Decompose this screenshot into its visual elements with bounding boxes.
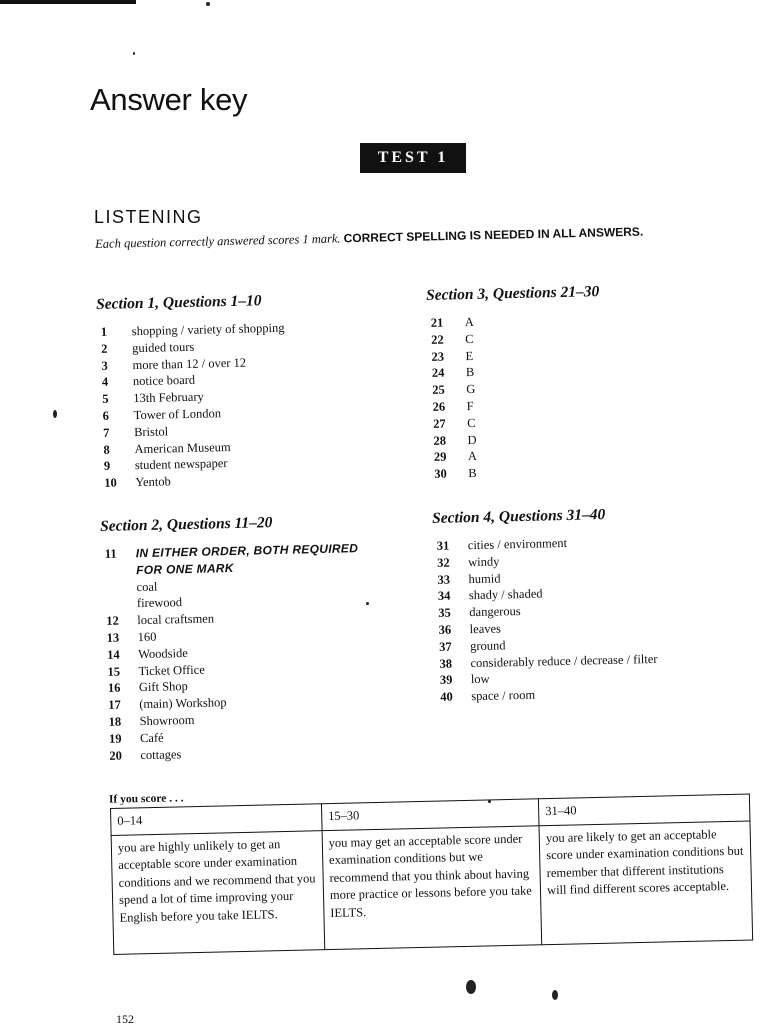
answer-text: ground xyxy=(469,638,506,653)
answer-text: leaves xyxy=(469,621,502,637)
scan-speck xyxy=(133,52,135,55)
answer-text: humid xyxy=(468,571,501,586)
answer-text: cities / environment xyxy=(467,535,568,553)
question-number: 28 xyxy=(433,433,447,448)
answer-text: firewood xyxy=(136,595,183,611)
section-3 xyxy=(426,283,604,483)
score-table-label: If you score . . . xyxy=(108,792,184,806)
answer-text: shopping / variety of shopping xyxy=(131,320,285,339)
answer-text: D xyxy=(467,432,477,447)
score-advice: you are likely to get an acceptable score under examination conditions but remember that different institutions will find different scores acceptable. xyxy=(539,820,753,944)
answer-text: guided tours xyxy=(132,339,195,355)
answer-text: Bristol xyxy=(133,424,169,439)
question-number: 3 xyxy=(101,358,108,373)
page-number: 152 xyxy=(116,1012,134,1026)
section-3-answers xyxy=(427,311,604,483)
section-4 xyxy=(432,505,658,706)
section-1 xyxy=(96,292,288,492)
section-1-title: Section 1, Questions 1–10 xyxy=(96,292,262,313)
answer-text: space / room xyxy=(471,687,536,704)
answer-text: B xyxy=(468,466,477,481)
order-note: FOR ONE MARK xyxy=(136,560,234,577)
question-number: 31 xyxy=(436,538,450,553)
score-advice-row xyxy=(111,820,753,953)
question-number: 16 xyxy=(107,680,121,696)
question-number: 21 xyxy=(430,315,444,330)
section-4-answers xyxy=(433,533,659,706)
question-number: 26 xyxy=(432,399,446,414)
section-2 xyxy=(100,512,363,764)
scan-speck xyxy=(488,800,491,803)
question-number: 39 xyxy=(439,672,453,688)
answer-row xyxy=(430,462,603,483)
instructions-italic: Each question correctly answered scores 1 mark. xyxy=(95,231,341,251)
answer-text: low xyxy=(470,672,490,687)
answer-text: F xyxy=(466,398,474,414)
section-1-answers xyxy=(97,320,289,492)
score-range: 31–40 xyxy=(539,794,750,825)
answer-text: E xyxy=(465,348,474,363)
answer-text: Tower of London xyxy=(133,406,222,423)
section-2-answers xyxy=(101,540,363,764)
question-number: 33 xyxy=(437,572,451,587)
answer-text: G xyxy=(466,382,476,397)
scan-speck xyxy=(366,602,369,605)
answer-text: dangerous xyxy=(469,604,521,620)
score-range: 15–30 xyxy=(321,799,539,830)
answer-text: 13th February xyxy=(133,389,204,406)
listening-heading: LISTENING xyxy=(94,207,203,227)
question-number: 27 xyxy=(432,416,446,431)
question-number: 20 xyxy=(109,748,123,763)
question-number: 13 xyxy=(106,630,120,645)
question-number: 22 xyxy=(431,332,444,347)
section-2-title: Section 2, Questions 11–20 xyxy=(100,514,273,535)
question-number: 5 xyxy=(102,391,109,407)
question-number: 32 xyxy=(437,555,450,570)
answer-row xyxy=(100,471,288,492)
section-4-title: Section 4, Questions 31–40 xyxy=(432,506,606,527)
question-number: 14 xyxy=(106,647,120,662)
answer-text: 160 xyxy=(137,629,157,645)
answer-text: student newspaper xyxy=(134,456,228,473)
score-advice: you may get an acceptable score under examination conditions but we recommend that you think about having more practice or lessons before you take IELTS. xyxy=(322,825,542,949)
scan-edge-mark xyxy=(0,0,136,4)
question-number: 8 xyxy=(103,442,110,457)
question-number: 11 xyxy=(104,546,117,561)
answer-text: Showroom xyxy=(139,712,195,729)
question-number: 2 xyxy=(101,341,108,356)
answer-text: local craftsmen xyxy=(137,611,215,628)
question-number: 19 xyxy=(108,731,122,746)
question-number: 25 xyxy=(432,382,445,398)
question-number: 9 xyxy=(103,459,111,474)
test-badge: TEST 1 xyxy=(360,143,466,173)
question-number: 24 xyxy=(431,365,445,381)
answer-row xyxy=(436,684,658,706)
question-number: 17 xyxy=(108,697,121,713)
scan-speck xyxy=(53,410,57,418)
answer-text: Yentob xyxy=(135,474,171,490)
question-number: 10 xyxy=(104,475,117,491)
question-number: 36 xyxy=(438,622,452,637)
answer-text: B xyxy=(465,365,475,380)
question-number: 15 xyxy=(107,664,121,679)
question-number: 37 xyxy=(438,639,452,654)
answer-text: considerably reduce / decrease / filter xyxy=(470,651,658,670)
question-number: 18 xyxy=(108,714,122,729)
answer-text: A xyxy=(467,449,478,464)
answer-text: Gift Shop xyxy=(138,679,188,695)
answer-text: more than 12 / over 12 xyxy=(132,355,247,372)
question-number: 38 xyxy=(439,656,453,671)
question-number: 35 xyxy=(438,605,451,621)
scan-speck xyxy=(552,990,558,1000)
question-number: 29 xyxy=(433,449,447,465)
answer-text: windy xyxy=(468,554,500,569)
answer-text: shady / shaded xyxy=(468,586,543,603)
question-number: 4 xyxy=(101,375,109,390)
answer-text: coal xyxy=(136,579,158,594)
answer-text: (main) Workshop xyxy=(139,695,227,712)
question-number: 40 xyxy=(440,689,453,705)
answer-text: Café xyxy=(139,730,164,745)
question-number: 6 xyxy=(102,408,110,423)
score-range: 0–14 xyxy=(111,804,322,835)
answer-text: C xyxy=(465,331,474,346)
score-advice: you are highly unlikely to get an acceptable score under examination conditions and we recommend that you spend a lot of time improving your English before you take IELTS. xyxy=(111,830,325,954)
question-number: 30 xyxy=(434,466,447,482)
answer-text: cottages xyxy=(140,746,182,762)
answer-text: notice board xyxy=(132,373,196,389)
question-number: 34 xyxy=(437,588,451,604)
question-number: 23 xyxy=(431,349,445,364)
instructions-caps: CORRECT SPELLING IS NEEDED IN ALL ANSWERS. xyxy=(343,224,644,246)
answer-text: C xyxy=(466,415,476,430)
section-3-title: Section 3, Questions 21–30 xyxy=(426,283,600,304)
score-table xyxy=(110,793,753,954)
question-number: 12 xyxy=(106,613,119,629)
scan-speck xyxy=(466,980,476,994)
order-note: IN EITHER ORDER, BOTH REQUIRED xyxy=(135,541,359,561)
question-number: 1 xyxy=(100,324,108,339)
answer-text: A xyxy=(464,314,474,330)
answer-text: American Museum xyxy=(134,439,231,456)
answer-text: Woodside xyxy=(137,645,188,661)
page-title: Answer key xyxy=(90,82,248,117)
answer-text: Ticket Office xyxy=(138,662,205,678)
question-number: 7 xyxy=(102,425,110,440)
scan-speck xyxy=(206,2,210,6)
